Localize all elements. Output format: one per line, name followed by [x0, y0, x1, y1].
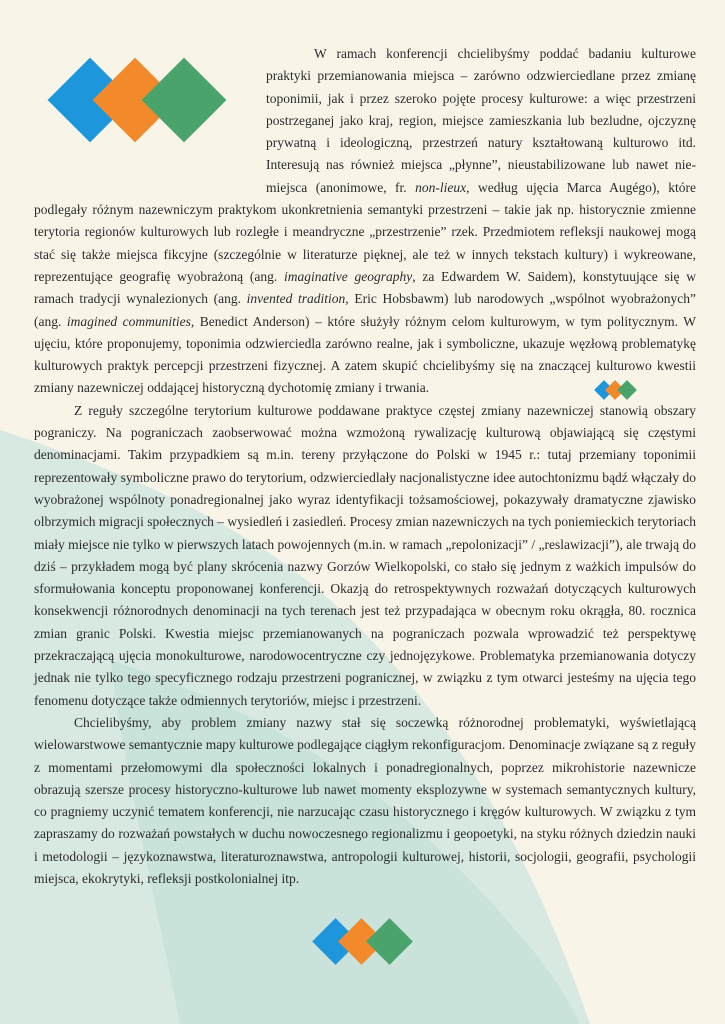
- paragraph-1-part-3: , za Edwardem W. Saidem), konstytuujące się w ramach tradycji wynalezionych (ang.: [34, 268, 697, 307]
- paragraph-2: Z reguły szczególne terytorium kulturowe poddawane praktyce częstej zmiany nazewniczej stanowią obszary pograniczy. Na pograniczach zaobserwować można wzmożoną rywalizację kulturową objawiającą się częstymi denominacjami. Takim przypadkiem są m.in. tereny przyłączone do Polski w 1945 r.: tutaj przemiany toponimii reprezentowały symboliczne prawo do terytorium, odzwierciedlały nacjonalistyczne idee autochtonizmu bądź włączały do wyobrażonej wspólnoty ponadregionalnej jako wyraz identyfikacji tożsamościowej, pokazywały dramatyczne zjawisko olbrzymich migracji społecznych – wysiedleń i zasiedleń. Procesy zmian nazewniczych na tych poniemieckich terytoriach miały miejsce nie tylko w pierwszych latach powojennych (m.in. w ramach „repolonizacji” / „reslawizacji”), ale trwają do dziś – przykładem mogą być plany skrócenia nazwy Gorzów Wielkopolski, co stało się jednym z ważkich impulsów do sformułowania konceptu proponowanej konferencji. Okazją do retrospektywnych rozważań dotyczących kulturowych konsekwencji różnorodnych denominacji na tych terenach jest też przypadająca w obecnym roku okrągła, 80. rocznica zmian granic Polski. Kwestia miejsc przemianowanych na pograniczach pozwala wprowadzić też perspektywę przekraczającą ujęcia monokulturowe, narodowocentryczne czy jednojęzykowe. Problematyka przemianowania dotyczy jednak nie tylko tego specyficznego rodzaju przestrzeni pogranicznej, w związku z tym otwarci jesteśmy na ujęcia tego fenomenu dotyczące także odmiennych terytoriów, miejsc i przestrzeni.: [34, 402, 697, 708]
- article-body: [34, 43, 696, 890]
- paragraph-3: Chcielibyśmy, aby problem zmiany nazwy stał się soczewką różnorodnej problematyki, wyświetlającą wielowarstwowe semantycznie mapy kulturowe podlegające ciągłym rekonfiguracjom. Denominacje związane są z reguły z momentami przełomowymi dla społeczności lokalnych i ponadregionalnych, poprzez mikrohistorie nazewnicze obrazują szersze procesy historyczno-kulturowe lub nawet momenty eksplozywne w systemach semantycznych kultury, co pragniemy uczynić tematem konferencji, nie narzucając czasu historycznego i kręgów kulturowych. W związku z tym zapraszamy do rozważań powstałych w duchu nowoczesnego regionalizmu i geopoetyki, na styku różnych dziedzin nauki i metodologii – językoznawstwa, literaturoznawstwa, antropologii kulturowej, historii, socjologii, geografii, psychologii miejsca, ekokrytyki, refleksji postkolonialnej itp.: [34, 714, 696, 886]
- paragraph-1-part-1: W ramach konferencji chcielibyśmy poddać badaniu kulturowe praktyki przemianowania miejsca – zarówno odzwierciedlane przez zmianę toponimii, jak i przez szeroko pojęte procesy kulturowe: a więc przestrzeni postrzeganej jako kraj, region, miejsce zamieszkania lub bezludne, ojczyznę prywatną i ideologiczną, przestrzeń natury kształtowaną kulturowo itd. Interesują nas również miejsca „płynne”, nieustabilizowane lub nawet nie-miejsca (anonimowe, fr.: [266, 46, 696, 195]
- green-diamond-bottom-icon: [366, 918, 413, 965]
- paragraph-1-part-5: , Benedict Anderson) – które służyły różnym celom kulturowym, w tym politycznym. W ujęciu, które proponujemy, toponimia odzwierciedla zarówno realne, jak i symboliczne, ukazuje węzłową problematykę kulturowych praktyk percepcji przestrzeni fizycznej. A zatem skupić chcielibyśmy się na znaczącej kulturowo kwestii zmiany nazewniczej oddającej historyczną dychotomię zmiany i trwania.: [34, 313, 696, 396]
- paragraph-1-part-2: , według ujęcia Marca Augégo), które podlegały różnym nazewniczym praktykom ukonkretnienia semantyki przestrzeni – takie jak np. historycznie zmienne terytoria regionów kulturowych lub rozległe i meandryczne „przestrzenie” rzek. Przedmiotem refleksji naukowej mogą stać się także miejsca fikcyjne (szczególnie w literaturze pięknej, ale też w innych tekstach kultury) i wykreowane, reprezentujące geografię wyobrażoną (ang.: [34, 179, 696, 284]
- logo-float-spacer: [34, 43, 266, 183]
- paragraph-1-italic-2: imaginative geography: [283, 268, 413, 284]
- paragraph-1-italic-1: non-lieux: [415, 179, 467, 195]
- diamond-logo-bottom: [312, 916, 422, 972]
- paragraph-1-italic-4: imagined communities: [66, 313, 191, 329]
- paragraph-1-part-4: , Eric Hobsbawm) lub narodowych „wspólnot wyobrażonych” (ang.: [34, 291, 696, 329]
- paragraph-1-italic-3: invented tradition: [246, 291, 346, 307]
